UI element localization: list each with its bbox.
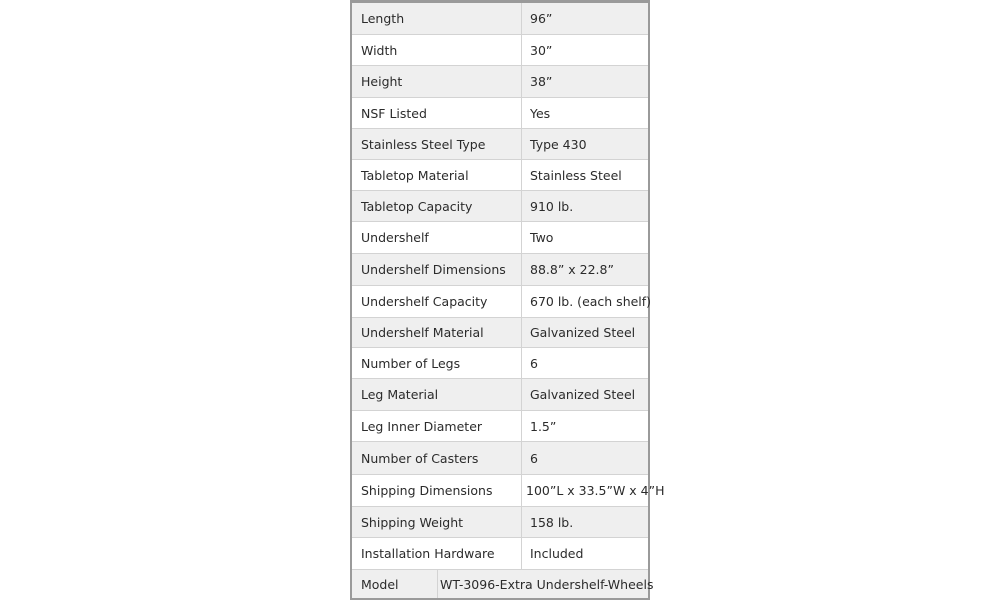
spec-row-installation-hardware <box>352 538 648 570</box>
spec-label: Shipping Weight <box>361 514 464 530</box>
spec-value: WT-3096-Extra Undershelf-Wheels <box>437 570 648 598</box>
spec-value: 30” <box>521 35 648 65</box>
spec-value: Included <box>521 538 648 569</box>
spec-value: 96” <box>521 3 648 34</box>
spec-value: 910 lb. <box>521 191 648 221</box>
spec-row-number-of-casters <box>352 442 648 475</box>
spec-value: Stainless Steel <box>521 160 648 190</box>
spec-row-undershelf <box>352 222 648 254</box>
spec-value: Yes <box>521 98 648 128</box>
spec-label: Tabletop Capacity <box>361 198 473 214</box>
spec-value: Galvanized Steel <box>521 379 648 410</box>
spec-value: Galvanized Steel <box>521 318 648 347</box>
spec-label: Number of Casters <box>361 450 479 466</box>
spec-row-leg-material <box>352 379 648 411</box>
spec-label: Undershelf <box>361 230 429 245</box>
spec-value: Type 430 <box>521 129 648 159</box>
spec-value: 6 <box>521 442 648 474</box>
spec-label: Stainless Steel Type <box>361 136 486 152</box>
spec-value: 6 <box>521 348 648 378</box>
spec-label: Model <box>361 576 399 592</box>
spec-row-undershelf-capacity <box>352 286 652 318</box>
spec-value: 88.8” x 22.8” <box>521 254 648 285</box>
spec-table <box>350 0 665 600</box>
spec-row-shipping-weight <box>352 507 648 538</box>
spec-label: Width <box>361 42 398 58</box>
spec-row-nsf-listed <box>352 98 648 129</box>
spec-label: Undershelf Dimensions <box>361 262 506 277</box>
spec-label: Undershelf Material <box>361 325 484 340</box>
spec-row-undershelf-material <box>352 318 648 348</box>
spec-row-stainless-steel-type <box>352 129 648 160</box>
spec-row-length <box>352 3 648 35</box>
spec-value: 100”L x 33.5”W x 4”H <box>521 475 648 506</box>
spec-row-tabletop-material <box>352 160 648 191</box>
spec-label: Shipping Dimensions <box>361 483 493 498</box>
spec-row-undershelf-dimensions <box>352 254 648 286</box>
spec-label: Undershelf Capacity <box>361 294 488 309</box>
spec-label: Installation Hardware <box>361 546 495 561</box>
spec-row-height <box>352 66 648 98</box>
spec-label: Number of Legs <box>361 355 461 371</box>
spec-value: 38” <box>521 66 648 97</box>
spec-value: Two <box>521 222 648 253</box>
spec-row-tabletop-capacity <box>352 191 648 222</box>
spec-label: Height <box>361 74 403 89</box>
spec-value: 670 lb. (each shelf) <box>521 286 648 317</box>
spec-label: Leg Inner Diameter <box>361 418 483 434</box>
spec-label: NSF Listed <box>361 105 427 121</box>
spec-label: Tabletop Material <box>361 167 469 183</box>
spec-row-shipping-dimensions <box>352 475 665 507</box>
spec-row-number-of-legs <box>352 348 648 379</box>
spec-label: Length <box>361 11 405 26</box>
spec-row-model <box>352 570 654 598</box>
spec-value: 158 lb. <box>521 507 648 537</box>
spec-value: 1.5” <box>521 411 648 441</box>
spec-label: Leg Material <box>361 387 439 402</box>
spec-row-leg-inner-diameter <box>352 411 648 442</box>
spec-row-width <box>352 35 648 66</box>
